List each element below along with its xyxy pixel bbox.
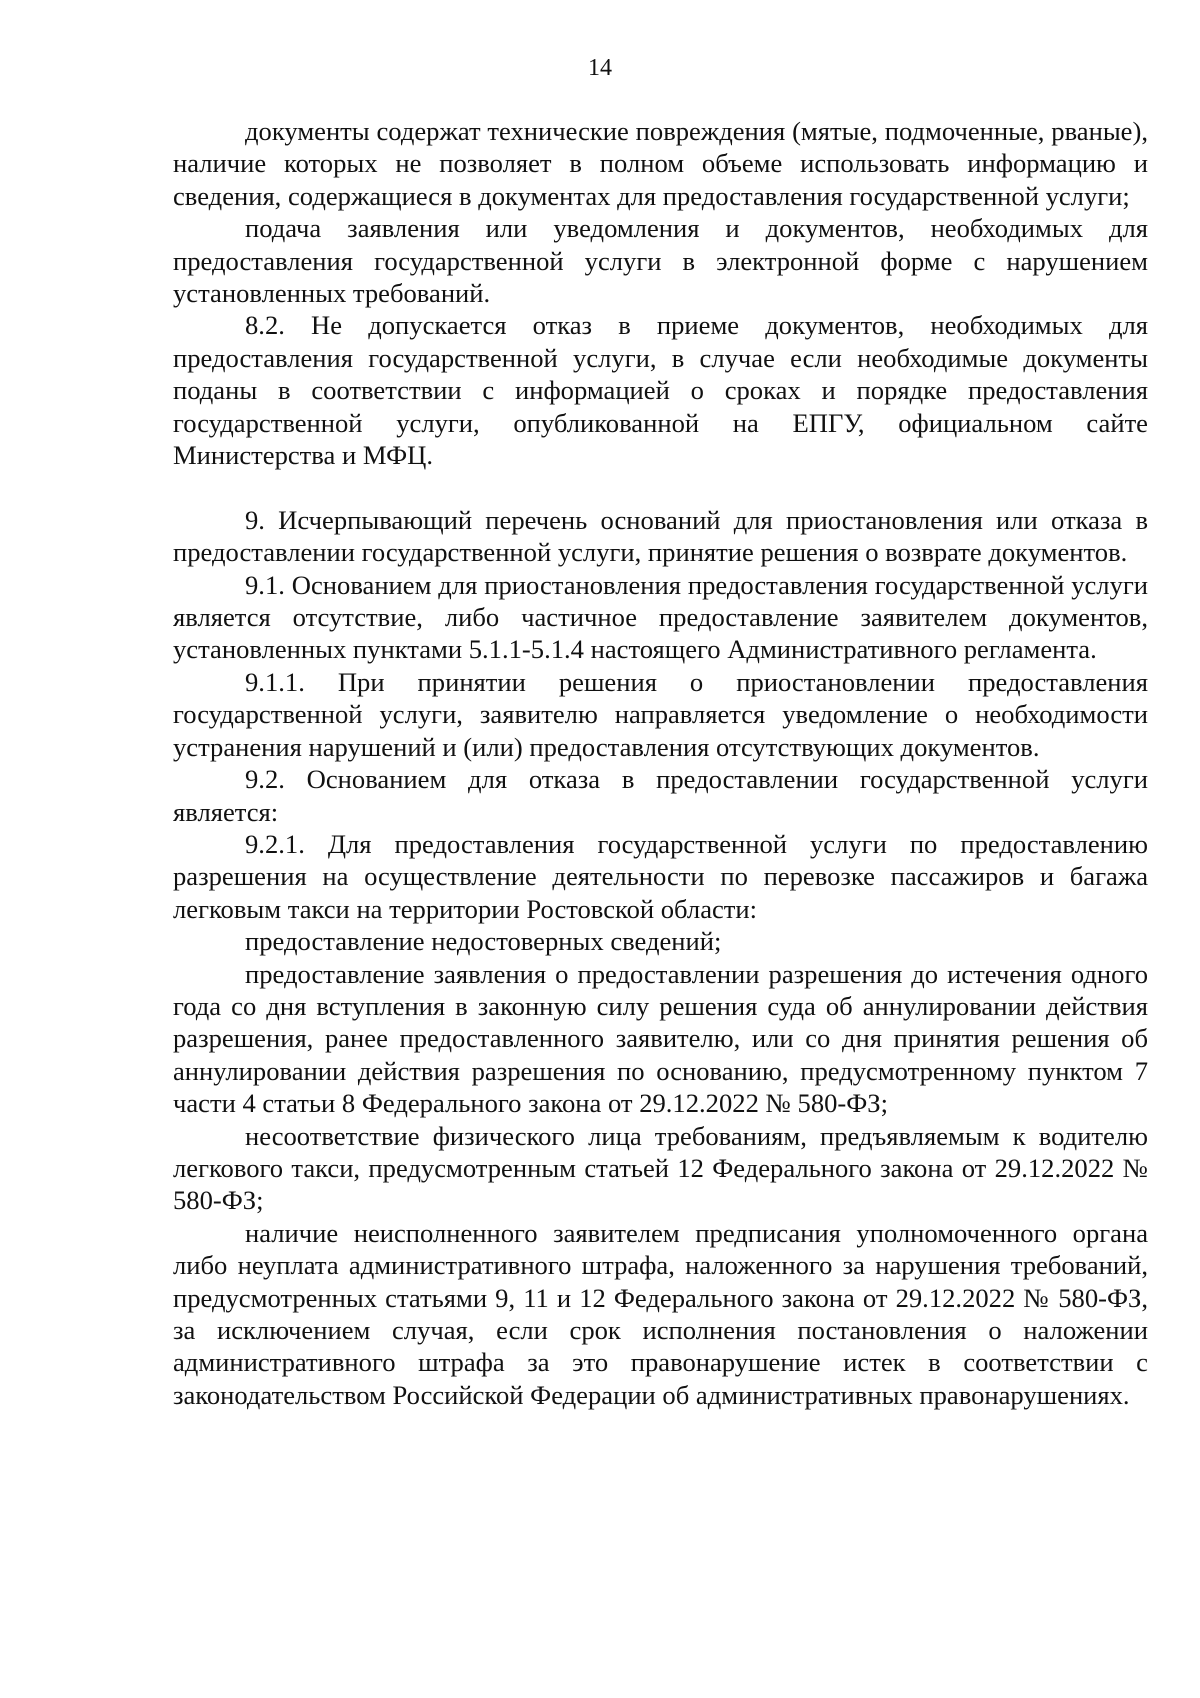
list-item-false-information: предоставление недостоверных сведений;: [245, 926, 722, 957]
list-item-annulment-period: предоставление заявления о предоставлении разрешения до истечения одного года со дня вступления в законную силу решения суда об аннулировании действия разрешения, ранее предоставленного заявителю, или со дня принятия решения об аннулировании действия разрешения по основанию, предусмотренному пунктом 7 части 4 статьи 8 Федерального закона от 29.12.2022 № 580-ФЗ;: [173, 958, 1148, 1119]
page-number: 14: [588, 55, 612, 81]
paragraph-electronic-submission: подача заявления или уведомления и документов, необходимых для предоставления государственной услуги в электронной форме с нарушением установленных требований.: [173, 213, 1148, 309]
paragraph-damaged-documents: документы содержат технические повреждения (мятые, подмоченные, рваные), наличие которых не позволяет в полном объеме использовать информацию и сведения, содержащиеся в документах для предоставления государственной услуги;: [173, 116, 1148, 211]
document-body: [173, 115, 1148, 1411]
paragraph-spacer: [173, 471, 1148, 503]
paragraph-8-2: 8.2. Не допускается отказ в приеме документов, необходимых для предоставления государственной услуги, в случае если необходимые документы поданы в соответствии с информацией о сроках и порядке предоставления государственной услуги, опубликованной на ЕПГУ, официальном сайте Министерства и МФЦ.: [173, 310, 1148, 471]
paragraph-9-1-1: 9.1.1. При принятии решения о приостановлении предоставления государственной услуги, заявителю направляется уведомление о необходимости устранения нарушений и (или) предоставления отсутствующих документов.: [173, 666, 1148, 762]
list-item-driver-requirements: несоответствие физического лица требованиям, предъявляемым к водителю легкового такси, предусмотренным статьей 12 Федерального закона от 29.12.2022 № 580-ФЗ;: [173, 1120, 1148, 1216]
paragraph-9-2: 9.2. Основанием для отказа в предоставлении государственной услуги является:: [173, 764, 1148, 827]
list-item-unpaid-fine: наличие неисполненного заявителем предписания уполномоченного органа либо неуплата административного штрафа, наложенного за нарушения требований, предусмотренных статьями 9, 11 и 12 Федерального закона от 29.12.2022 № 580-ФЗ, за исключением случая, если срок исполнения постановления о наложении административного штрафа за это правонарушение истек в соответствии с законодательством Российской Федерации об административных правонарушениях.: [173, 1217, 1148, 1410]
section-heading-9: 9. Исчерпывающий перечень оснований для приостановления или отказа в предоставлении государственной услуги, принятие решения о возврате документов.: [173, 504, 1148, 568]
paragraph-9-2-1: 9.2.1. Для предоставления государственной услуги по предоставлению разрешения на осуществление деятельности по перевозке пассажиров и багажа легковым такси на территории Ростовской области:: [173, 828, 1148, 924]
paragraph-9-1: 9.1. Основанием для приостановления предоставления государственной услуги является отсутствие, либо частичное предоставление заявителем документов, установленных пунктами 5.1.1-5.1.4 настоящего Административного регламента.: [173, 569, 1148, 665]
